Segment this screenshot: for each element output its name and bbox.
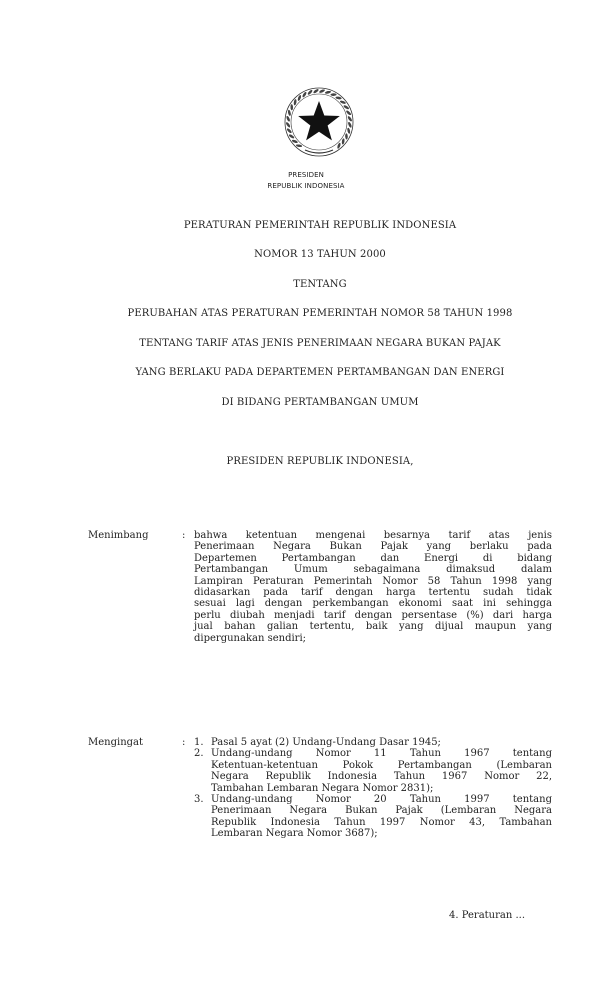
- list-item-line: Negara Republik Indonesia Tahun 1967 Nomor 22,: [211, 771, 552, 783]
- list-item-number: 3.: [194, 794, 204, 806]
- preamble: PRESIDEN REPUBLIK INDONESIA,: [226, 456, 414, 467]
- menimbang-line: bahwa ketentuan mengenai besarnya tarif atas jenis: [194, 530, 552, 541]
- document-subject-line-3: YANG BERLAKU PADA DEPARTEMEN PERTAMBANGAN DAN ENERGI: [135, 367, 505, 378]
- document-subject-line-4: DI BIDANG PERTAMBANGAN UMUM: [221, 397, 419, 408]
- menimbang-colon: :: [182, 530, 186, 541]
- menimbang-line: Lampiran Peraturan Pemerintah Nomor 58 Tahun 1998 yang: [194, 575, 552, 587]
- emblem-caption-republic: REPUBLIK INDONESIA: [267, 182, 345, 190]
- menimbang-line: sesuai lagi dengan perkembangan ekonomi saat ini sehingga: [194, 598, 552, 610]
- list-item: [194, 737, 552, 748]
- menimbang-line: perlu diubah menjadi tarif dengan persentase (%) dari harga: [194, 609, 552, 621]
- menimbang-line: didasarkan pada tarif dengan harga tertentu sudah tidak: [194, 587, 552, 599]
- list-item-number: 2.: [194, 748, 204, 760]
- mengingat-colon: :: [182, 737, 186, 748]
- next-page-reference: 4. Peraturan ...: [449, 910, 526, 921]
- menimbang-line: Penerimaan Negara Bukan Pajak yang berlaku pada: [194, 541, 552, 553]
- menimbang-line: jual bahan galian tertentu, baik yang dijual maupun yang: [194, 621, 552, 633]
- document-tentang: TENTANG: [293, 279, 347, 290]
- document-subject-line-2: TENTANG TARIF ATAS JENIS PENERIMAAN NEGARA BUKAN PAJAK: [139, 338, 501, 349]
- list-item: [194, 748, 552, 794]
- menimbang-line: dipergunakan sendiri;: [194, 632, 307, 644]
- emblem-caption-president: PRESIDEN: [288, 171, 324, 179]
- document-title: PERATURAN PEMERINTAH REPUBLIK INDONESIA: [183, 220, 457, 231]
- list-item-line: Undang-undang Nomor 11 Tahun 1967 tentang: [211, 748, 552, 760]
- list-item-line: Ketentuan-ketentuan Pokok Pertambangan (Lembaran: [211, 759, 552, 771]
- menimbang-line: Pertambangan Umum sebagaimana dimaksud dalam: [194, 564, 552, 576]
- garuda-star-wreath-emblem-icon: [281, 84, 357, 160]
- document-number: NOMOR 13 TAHUN 2000: [254, 249, 386, 260]
- list-item: [194, 794, 552, 840]
- list-item-number: 1.: [194, 737, 204, 748]
- list-item-line: Republik Indonesia Tahun 1997 Nomor 43, Tambahan: [211, 816, 552, 828]
- list-item-line: Lembaran Negara Nomor 3687);: [211, 828, 378, 840]
- mengingat-label: Mengingat: [88, 737, 144, 748]
- document-subject-line-1: PERUBAHAN ATAS PERATURAN PEMERINTAH NOMOR 58 TAHUN 1998: [127, 308, 513, 319]
- list-item-line: Pasal 5 ayat (2) Undang-Undang Dasar 1945;: [211, 737, 441, 748]
- mengingat-list: [194, 737, 552, 840]
- list-item-line: Undang-undang Nomor 20 Tahun 1997 tentang: [211, 794, 552, 806]
- list-item-line: Penerimaan Negara Bukan Pajak (Lembaran Negara: [211, 805, 552, 817]
- menimbang-paragraph: [194, 530, 552, 644]
- list-item-line: Tambahan Lembaran Negara Nomor 2831);: [211, 782, 434, 794]
- menimbang-label: Menimbang: [88, 530, 149, 541]
- menimbang-line: Departemen Pertambangan dan Energi di bidang: [194, 552, 552, 564]
